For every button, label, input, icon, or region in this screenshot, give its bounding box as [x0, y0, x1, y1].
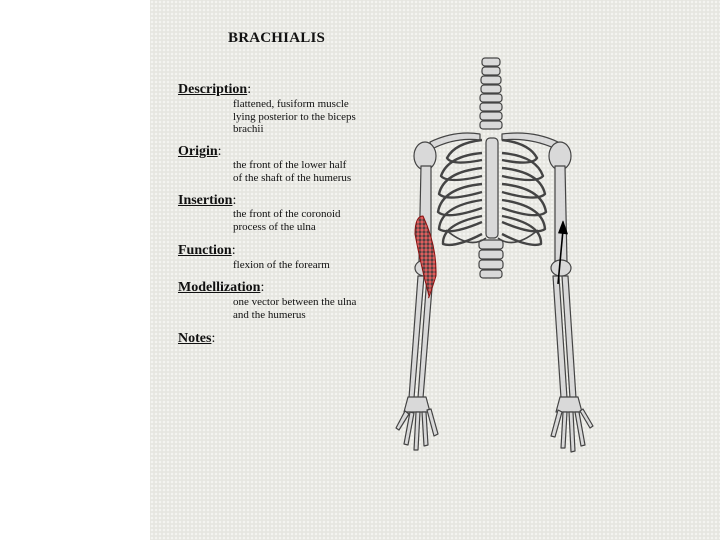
right-hand: [551, 397, 593, 452]
description-text: flattened, fusiform muscle lying posterior to the biceps brachii: [233, 98, 356, 135]
function-heading: Function:: [178, 243, 236, 258]
modellization-heading: Modellization:: [178, 280, 265, 295]
insertion-text: the front of the coronoid process of the ulna: [233, 208, 341, 233]
origin-text: the front of the lower half of the shaft of the humerus: [233, 159, 352, 184]
sternum: [486, 138, 498, 238]
description-heading: Description:: [178, 82, 252, 97]
origin-heading: Origin:: [178, 144, 222, 159]
modellization-text: one vector between the ulna and the humerus: [233, 296, 357, 321]
skeleton-illustration: [395, 48, 605, 468]
left-hand: [396, 397, 438, 450]
right-elbow: [551, 260, 571, 276]
page-title: BRACHIALIS: [228, 30, 326, 46]
notes-heading: Notes:: [178, 331, 216, 346]
function-text: flexion of the forearm: [233, 259, 330, 271]
insertion-heading: Insertion:: [178, 193, 237, 208]
